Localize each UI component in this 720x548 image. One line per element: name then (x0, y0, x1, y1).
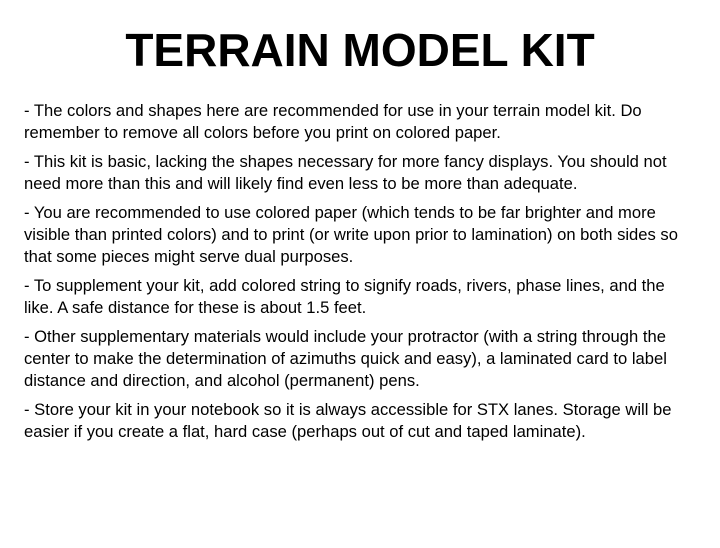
paragraph-colored-paper: - You are recommended to use colored paper (which tends to be far brighter and more visible than printed colors) and to print (or write upon prior to lamination) on both sides so that some pieces might serve dual purposes. (24, 203, 678, 266)
slide-title: TERRAIN MODEL KIT (125, 24, 595, 76)
slide-body (24, 100, 694, 450)
paragraph-colors-shapes: - The colors and shapes here are recommended for use in your terrain model kit. Do remember to remove all colors before you print on colored paper. (24, 101, 642, 142)
paragraph-colored-string: - To supplement your kit, add colored string to signify roads, rivers, phase lines, and the like. A safe distance for these is about 1.5 feet. (24, 276, 665, 317)
paragraph-supplementary-materials: - Other supplementary materials would include your protractor (with a string through the center to make the determination of azimuths quick and easy), a laminated card to label distance and direction, and alcohol (permanent) pens. (24, 327, 667, 390)
paragraph-basic-kit: - This kit is basic, lacking the shapes necessary for more fancy displays. You should not need more than this and will likely find even less to be more than adequate. (24, 152, 667, 193)
paragraph-storage: - Store your kit in your notebook so it is always accessible for STX lanes. Storage will be easier if you create a flat, hard case (perhaps out of cut and taped laminate). (24, 400, 672, 441)
